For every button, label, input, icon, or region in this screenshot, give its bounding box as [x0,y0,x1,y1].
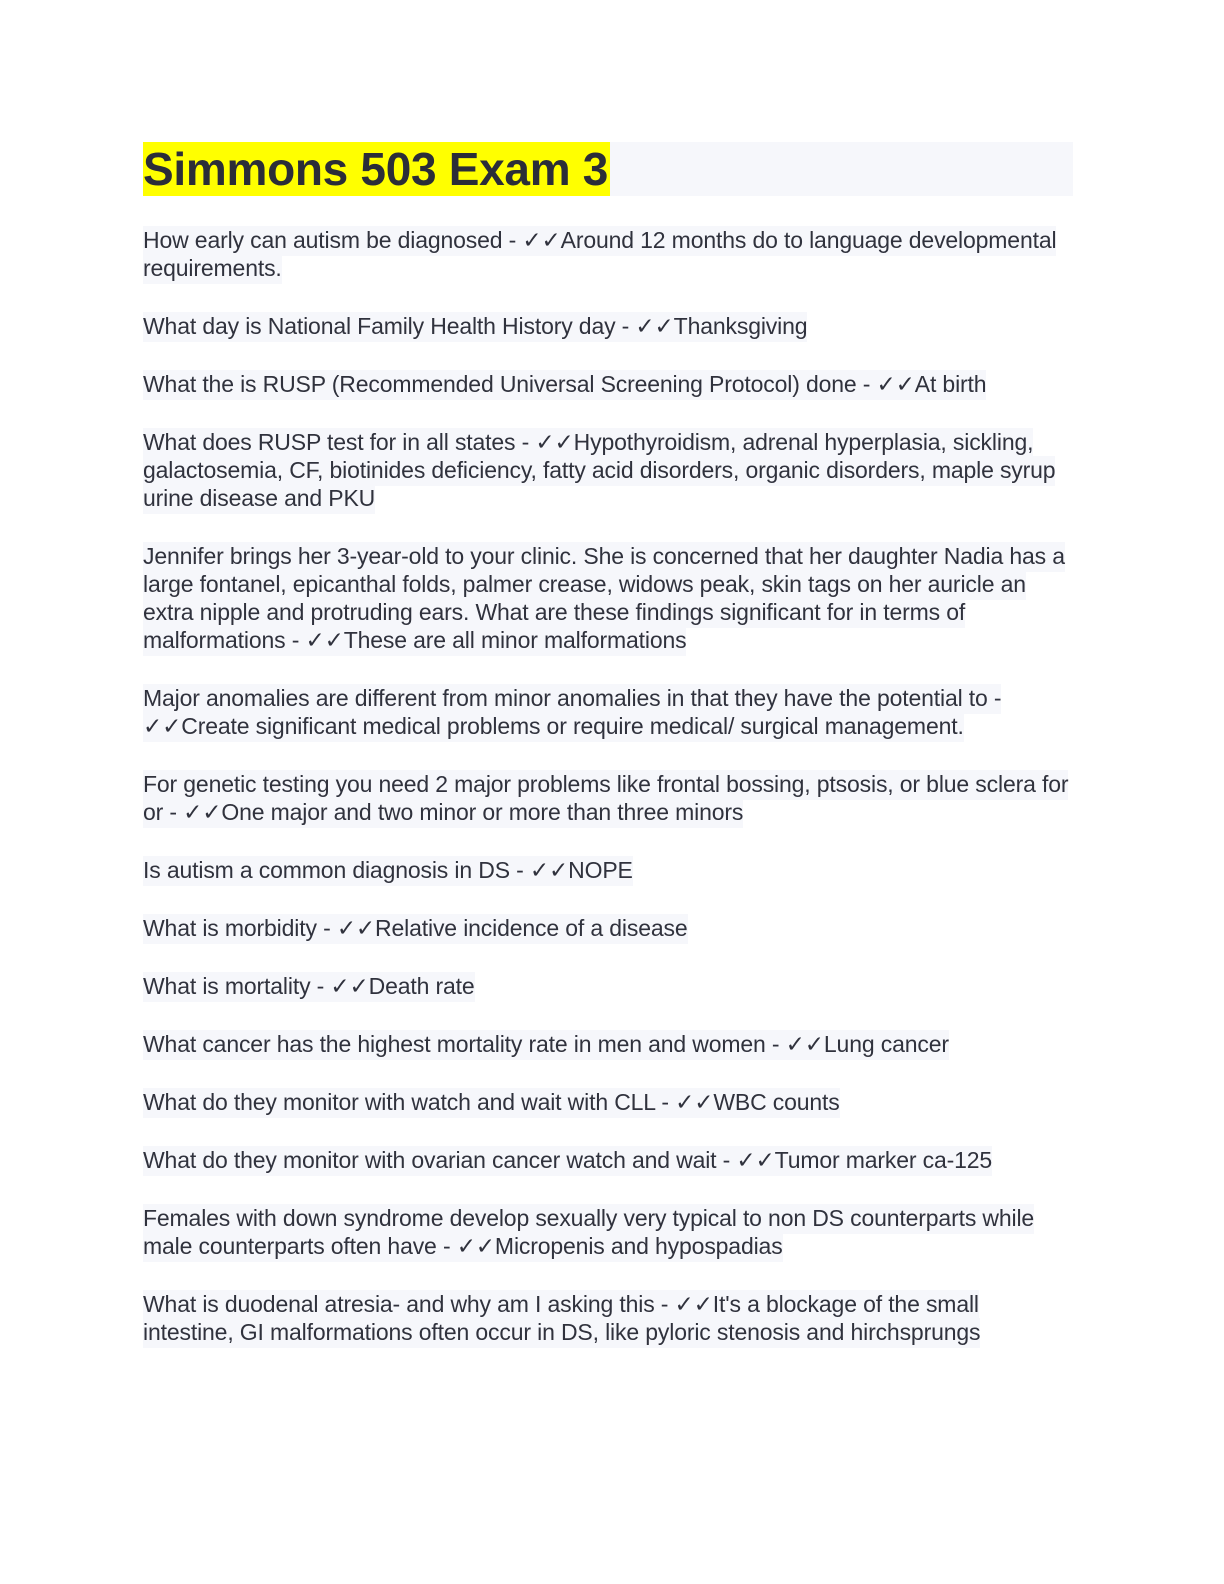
qa-text: What cancer has the highest mortality rate in men and women - ✓✓Lung cancer [143,1030,949,1060]
qa-text: What do they monitor with ovarian cancer watch and wait - ✓✓Tumor marker ca-125 [143,1146,992,1176]
document-title: Simmons 503 Exam 3 [143,143,609,195]
qa-text: What is mortality - ✓✓Death rate [143,972,475,1002]
qa-item [143,972,1073,1000]
qa-item [143,1088,1073,1116]
qa-text: What is morbidity - ✓✓Relative incidence of a disease [143,914,688,944]
qa-item [143,1030,1073,1058]
qa-item [143,914,1073,942]
qa-text: For genetic testing you need 2 major problems like frontal bossing, ptsosis, or blue sclera for or - ✓✓One major and two minor or more than three minors [143,770,1068,828]
qa-item [143,770,1073,826]
qa-text: Jennifer brings her 3-year-old to your clinic. She is concerned that her daughter Nadia has a large fontanel, epicanthal folds, palmer crease, widows peak, skin tags on her auricle an extra nipple and protruding ears. What are these findings significant for in terms of malformations - ✓✓These are all minor malformations [143,542,1065,656]
qa-text: What is duodenal atresia- and why am I asking this - ✓✓It's a blockage of the small intestine, GI malformations often occur in DS, like pyloric stenosis and hirchsprungs [143,1290,980,1348]
qa-text: What does RUSP test for in all states - ✓✓Hypothyroidism, adrenal hyperplasia, sickling, galactosemia, CF, biotinides deficiency, fatty acid disorders, organic disorders, maple syrup urine disease and PKU [143,428,1055,514]
document-page [143,142,1073,1376]
qa-text: What the is RUSP (Recommended Universal Screening Protocol) done - ✓✓At birth [143,370,986,400]
qa-item [143,428,1073,512]
title-band [143,142,1073,196]
qa-item [143,1146,1073,1174]
qa-item [143,684,1073,740]
qa-text: Females with down syndrome develop sexually very typical to non DS counterparts while male counterparts often have - ✓✓Micropenis and hypospadias [143,1204,1034,1262]
qa-list [143,226,1073,1346]
qa-item [143,542,1073,654]
qa-item [143,856,1073,884]
qa-item [143,312,1073,340]
qa-text: Major anomalies are different from minor anomalies in that they have the potential to - ✓✓Create significant medical problems or require medical/ surgical management. [143,684,1001,742]
qa-item [143,370,1073,398]
qa-text: Is autism a common diagnosis in DS - ✓✓NOPE [143,856,633,886]
qa-item [143,1204,1073,1260]
qa-text: How early can autism be diagnosed - ✓✓Around 12 months do to language developmental requirements. [143,226,1056,284]
qa-item [143,1290,1073,1346]
qa-item [143,226,1073,282]
qa-text: What do they monitor with watch and wait with CLL - ✓✓WBC counts [143,1088,840,1118]
qa-text: What day is National Family Health History day - ✓✓Thanksgiving [143,312,807,342]
